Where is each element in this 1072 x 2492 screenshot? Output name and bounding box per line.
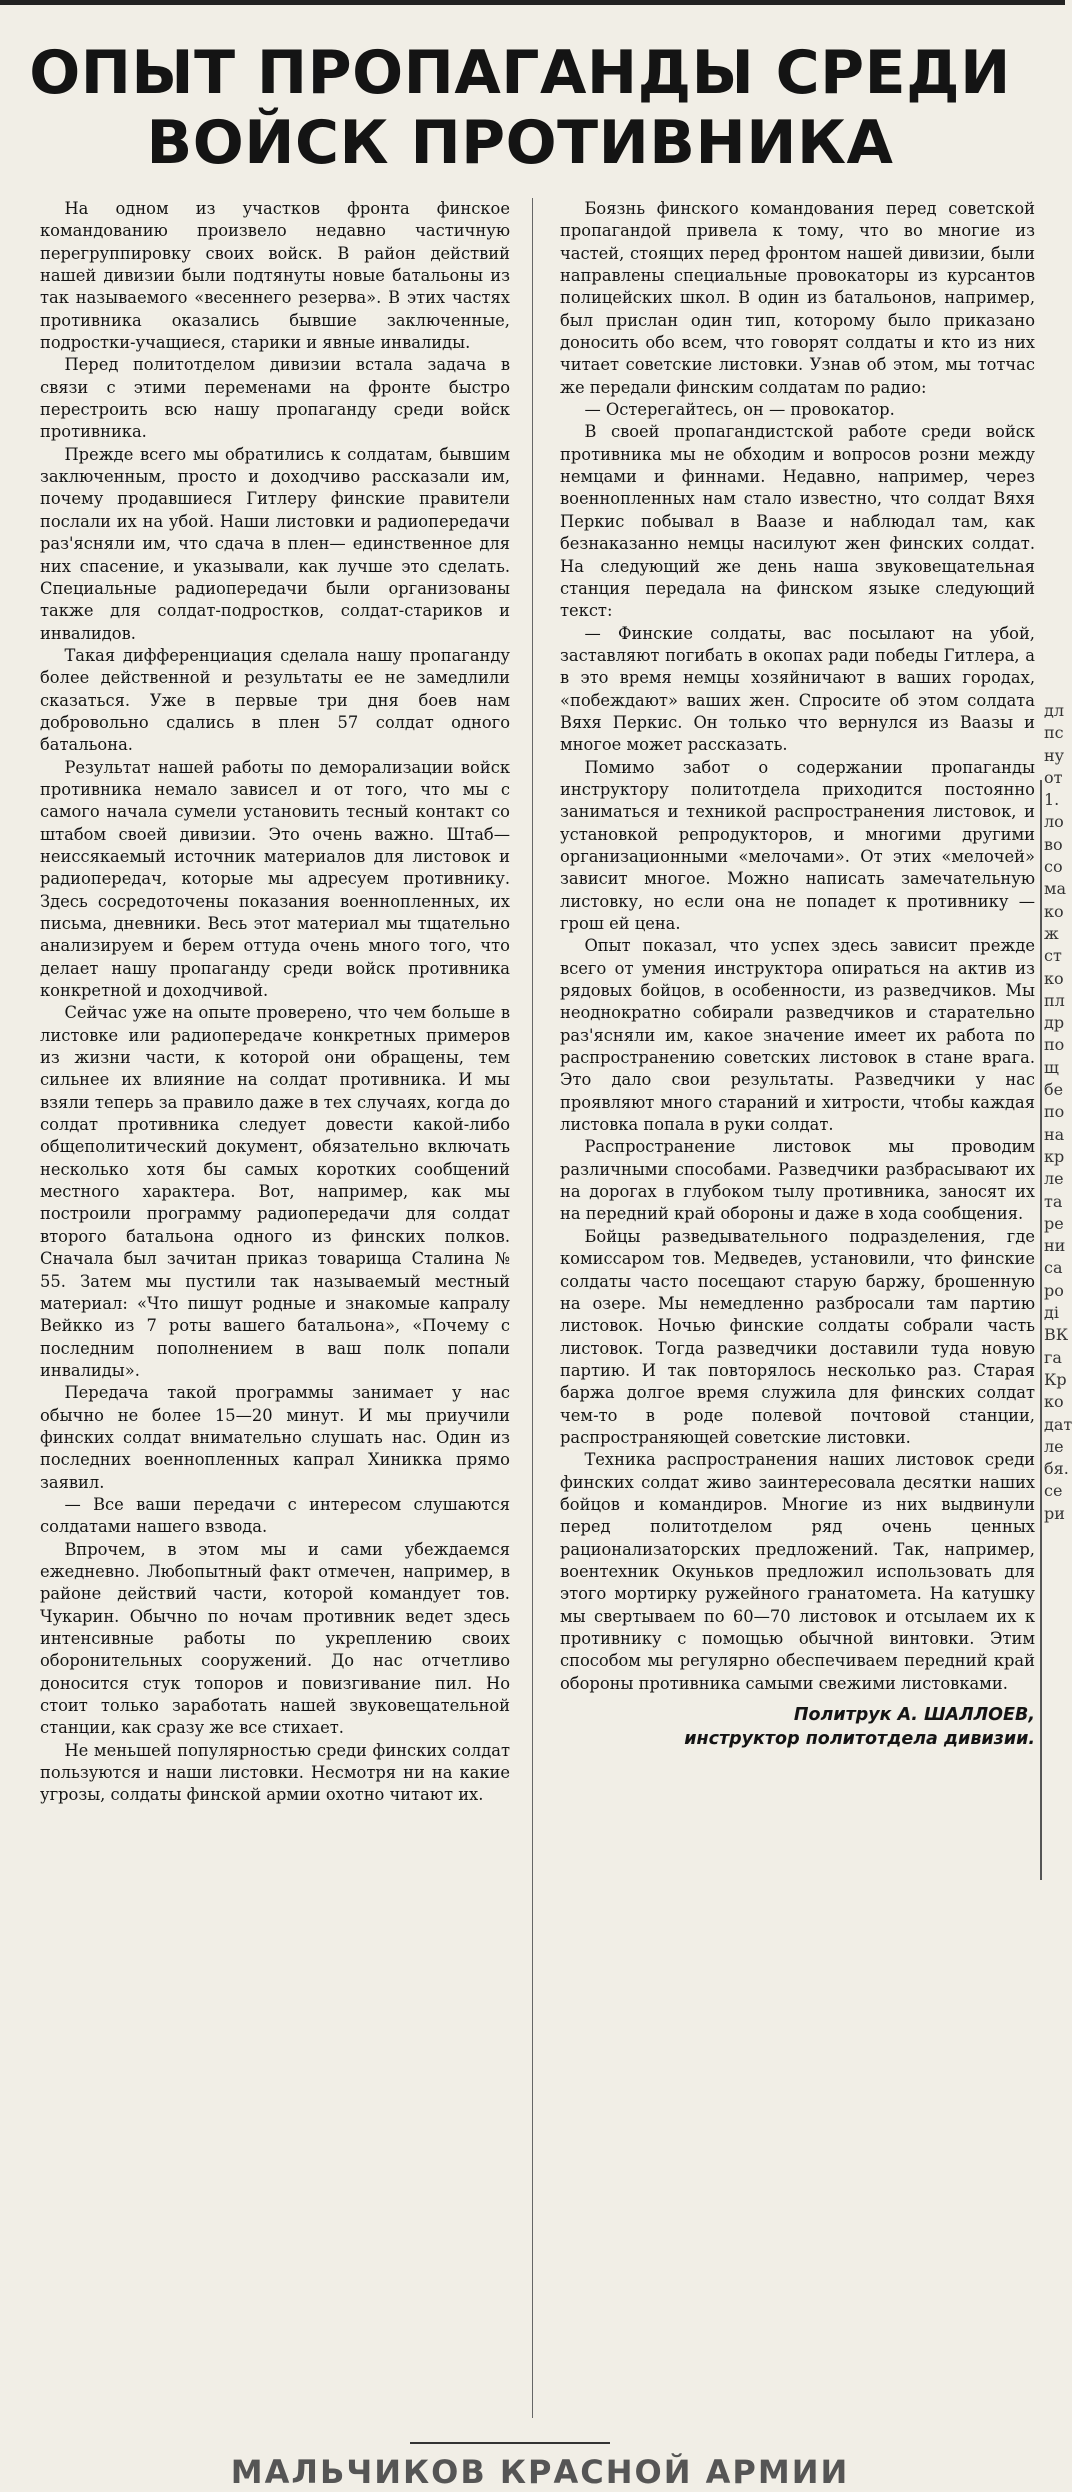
adjacent-text-fragment: на (1044, 1124, 1065, 1144)
article-paragraph: Передача такой программы занимает у нас обычно не более 15—20 минут. И мы приучили финских солдат внимательно слушать нас. Один из последних военнопленных капрал Хиникка прямо заявил. (40, 1383, 510, 1492)
article-paragraph: — Финские солдаты, вас посылают на убой, заставляют погибать в окопах ради победы Гитлера, а в это время немцы хозяйничают в ваших городах, «побеждают» ваших жен. Спросите об этом солдата Вяхя Перкис. Он только что вернулся из Ваазы и многое может рассказать. (560, 623, 1035, 755)
article-paragraph: В своей пропагандистской работе среди войск противника мы не обходим и вопросов розни между немцами и финнами. Недавно, например, через военнопленных нам стало известно, что солдат Вяхя Перкис побывал в Ваазе и наблюдал там, как безнаказанно немцы насилуют жен финских солдат. На следующий же день наша звуковещательная станция передала на финском языке следующий текст: (560, 422, 1035, 621)
adjacent-text-fragment: са (1044, 1258, 1063, 1278)
article-headline: ОПЫТ ПРОПАГАНДЫ СРЕДИ ВОЙСК ПРОТИВНИКА (29, 38, 1011, 178)
article-paragraph: Опыт показал, что успех здесь зависит прежде всего от умения инструктора опираться на актив из рядовых бойцов, в особенности, из разведчиков. Мы неоднократно собирали разведчиков и старательно раз'ясняли им, какое значение имеет их работа по распространению советских листовок в стане врага. Это дало свои результаты. Разведчики у нас проявляют много стараний и хитрости, чтобы каждая листовка попала в руки солдат. (560, 936, 1035, 1135)
adjacent-text-fragment: дл (1044, 701, 1065, 720)
adjacent-text-fragment: по (1044, 1102, 1065, 1122)
adjacent-text-fragment: ВК (1044, 1325, 1069, 1345)
adjacent-text-fragment: по (1044, 1035, 1065, 1055)
adjacent-text-fragment: пл (1044, 990, 1065, 1010)
adjacent-text-fragment: га (1044, 1347, 1062, 1367)
adjacent-text-fragment: пс (1044, 723, 1064, 743)
adjacent-text-fragment: от (1044, 767, 1063, 787)
next-article-headline: МАЛЬЧИКОВ КРАСНОЙ АРМИИ (230, 2453, 850, 2491)
column-divider (532, 198, 533, 2418)
adjacent-text-fragment: бе (1044, 1080, 1064, 1100)
adjacent-text-fragment: ко (1044, 968, 1064, 988)
article-paragraph: — Остерегайтесь, он — провокатор. (584, 400, 895, 420)
adjacent-text-fragment: та (1044, 1191, 1063, 1211)
adjacent-text-fragment: 1. (1044, 790, 1060, 810)
adjacent-text-fragment: ри (1044, 1503, 1065, 1523)
adjacent-text-fragment: ро (1044, 1280, 1064, 1300)
adjacent-text-fragment: дат (1044, 1414, 1072, 1434)
top-rule (0, 0, 1065, 5)
article-paragraph: Прежде всего мы обратились к солдатам, бывшим заключенным, просто и доходчиво рассказали им, почему продавшиеся Гитлеру финские правители послали их на убой. Наши листовки и радиопередачи раз'ясняли им, что сдача в плен— единственное для них спасение, и указывали, как лучше это сделать. Специальные радиопередачи были организованы также для солдат-подростков, солдат-стариков и инвалидов. (40, 444, 510, 643)
adjacent-text-fragment: ло (1044, 812, 1064, 832)
article-paragraph: Распространение листовок мы проводим различными способами. Разведчики разбрасывают их на дорогах в глубоком тылу противника, заносят их на передний край обороны и даже в хода сообщения. (560, 1137, 1035, 1224)
bottom-rule (410, 2442, 610, 2444)
adjacent-text-fragment: щ (1044, 1057, 1059, 1077)
article-paragraph: Впрочем, в этом мы и сами убеждаемся ежедневно. Любопытный факт отмечен, например, в районе действий части, которой командует тов. Чукарин. Обычно по ночам противник ведет здесь интенсивные работы по укреплению своих оборонительных сооружений. До нас отчетливо доносится стук топоров и повизгивание пил. Но стоит только заработать нашей звуковещательной станции, как сразу же все стихает. (40, 1539, 510, 1738)
article-paragraph: Такая дифференциация сделала нашу пропаганду более действенной и результаты ее не замедлили сказаться. Уже в первые три дня боев нам добровольно сдались в плен 57 солдат одного батальона. (40, 645, 510, 755)
article-paragraph: Техника распространения наших листовок среди финских солдат живо заинтересовала десятки наших бойцов и командиров. Многие из них выдвинули перед политотделом ряд очень ценных рационализаторских предложений. Так, например, воентехник Окуньков предложил использовать для этого мортирку ружейного гранатомета. На катушку мы свертываем по 60—70 листовок и отсылаем их к противнику с помощью обычной винтовки. Этим способом мы регулярно обеспечиваем передний край обороны противника самыми свежими листовками. (560, 1450, 1035, 1693)
adjacent-text-fragment: кр (1044, 1146, 1065, 1166)
adjacent-text-fragment: со (1044, 857, 1063, 877)
article-paragraph: Сейчас уже на опыте проверено, что чем больше в листовке или радиопередаче конкретных примеров из жизни части, к которой они обращены, тем сильнее их влияние на солдат противника. И мы взяли теперь за правило даже в тех случаях, когда до солдат противника следует довести какой-либо общеполитический документ, обязательно включать несколько хотя бы самых коротких сообщений местного характера. Вот, например, как мы построили программу радиопередачи для солдат второго батальона одного из финских полков. Сначала был зачитан приказ товарища Сталина № 55. Затем мы пустили так называемый местный материал: «Что пишут родные и знакомые капралу Вейкко из 7 роты вашего батальона», «Почему с последним пополнением в ваш полк попали инвалиды». (40, 1003, 510, 1380)
article-paragraph: Помимо забот о содержании пропаганды инструктору политотдела приходится постоянно заниматься и техникой распространения листовок, и установкой репродукторов, и многими другими организационными «мелочами». От этих «мелочей» зависит многое. Можно написать замечательную листовку, но если она не попадет к противнику — грош ей цена. (560, 757, 1035, 933)
adjacent-text-fragment: бя. (1044, 1459, 1069, 1479)
author-position: инструктор политотдела дивизии. (684, 1729, 1035, 1750)
adjacent-article-fragment (1044, 700, 1072, 2400)
adjacent-text-fragment: ді (1044, 1303, 1059, 1323)
author-name: Политрук А. ШАЛЛОЕВ, (793, 1705, 1035, 1726)
article-paragraph: На одном из участков фронта финское командованию произвело недавно частичную перегруппировку своих войск. В район действий нашей дивизии были подтянуты новые батальоны из так называемого «весеннего резерва». В этих частях противника оказались бывшие заключенные, подростки-учащиеся, старики и явные инвалиды. (40, 199, 510, 353)
adjacent-text-fragment: ни (1044, 1236, 1066, 1256)
article-paragraph: — Все ваши передачи с интересом слушаются солдатами нашего взвода. (40, 1494, 510, 1537)
adjacent-text-fragment: ко (1044, 1392, 1064, 1412)
article-paragraph: Не меньшей популярностью среди финских солдат пользуются и наши листовки. Несмотря ни на какие угрозы, солдаты финской армии охотно читают их. (40, 1740, 510, 1805)
adjacent-text-fragment: ст (1044, 946, 1062, 966)
author-signature (560, 1703, 1035, 1751)
article-column-2 (560, 198, 1035, 2428)
article-paragraph: Результат нашей работы по деморализации войск противника немало зависел и от того, что мы с самого начала сумели установить тесный контакт со штабом своей дивизии. Это очень важно. Штаб— неиссякаемый источник материалов для листовок и радиопередач, которые мы адресуем противнику. Здесь сосредоточены показания военнопленных, их письма, дневники. Весь этот материал мы тщательно анализируем и берем оттуда очень много того, что делает нашу пропаганду среди войск противника конкретной и доходчивой. (40, 757, 510, 1001)
article-paragraph: Бойцы разведывательного подразделения, где комиссаром тов. Медведев, установили, что финские солдаты часто посещают старую баржу, брошенную на озере. Мы немедленно разбросали там партию листовок. Ночью финские солдаты собрали часть листовок. Тогда разведчики доставили туда новую партию. И так повторялось несколько раз. Старая баржа долгое время служила для финских солдат чем-то в роде полевой почтовой станции, распространяющей советские листовки. (560, 1226, 1035, 1447)
adjacent-text-fragment: Кр (1044, 1369, 1067, 1389)
adjacent-text-fragment: ре (1044, 1213, 1064, 1233)
article-paragraph: Перед политотделом дивизии встала задача в связи с этими переменами на фронте быстро перестроить всю нашу пропаганду среди войск противника. (40, 355, 510, 442)
adjacent-text-fragment: во (1044, 834, 1063, 854)
article-paragraph: Боязнь финского командования перед советской пропагандой привела к тому, что во многие из частей, стоящих перед фронтом нашей дивизии, были направлены специальные провокаторы из курсантов полицейских школ. В один из батальонов, например, был прислан один тип, которому было приказано доносить обо всем, что говорят солдаты и кто из них читает советские листовки. Узнав об этом, мы тотчас же передали финским солдатам по радио: (560, 199, 1035, 397)
adjacent-text-fragment: ма (1044, 879, 1066, 899)
adjacent-text-fragment: ну (1044, 745, 1065, 765)
adjacent-text-fragment: ле (1044, 1169, 1064, 1189)
adjacent-text-fragment: др (1044, 1013, 1065, 1033)
adjacent-text-fragment: ко (1044, 901, 1064, 921)
adjacent-column-rule (1040, 780, 1042, 1880)
adjacent-text-fragment: се (1044, 1481, 1063, 1501)
adjacent-text-fragment: ж (1044, 923, 1059, 943)
adjacent-text-fragment: ле (1044, 1436, 1064, 1456)
article-column-1 (40, 198, 510, 2428)
